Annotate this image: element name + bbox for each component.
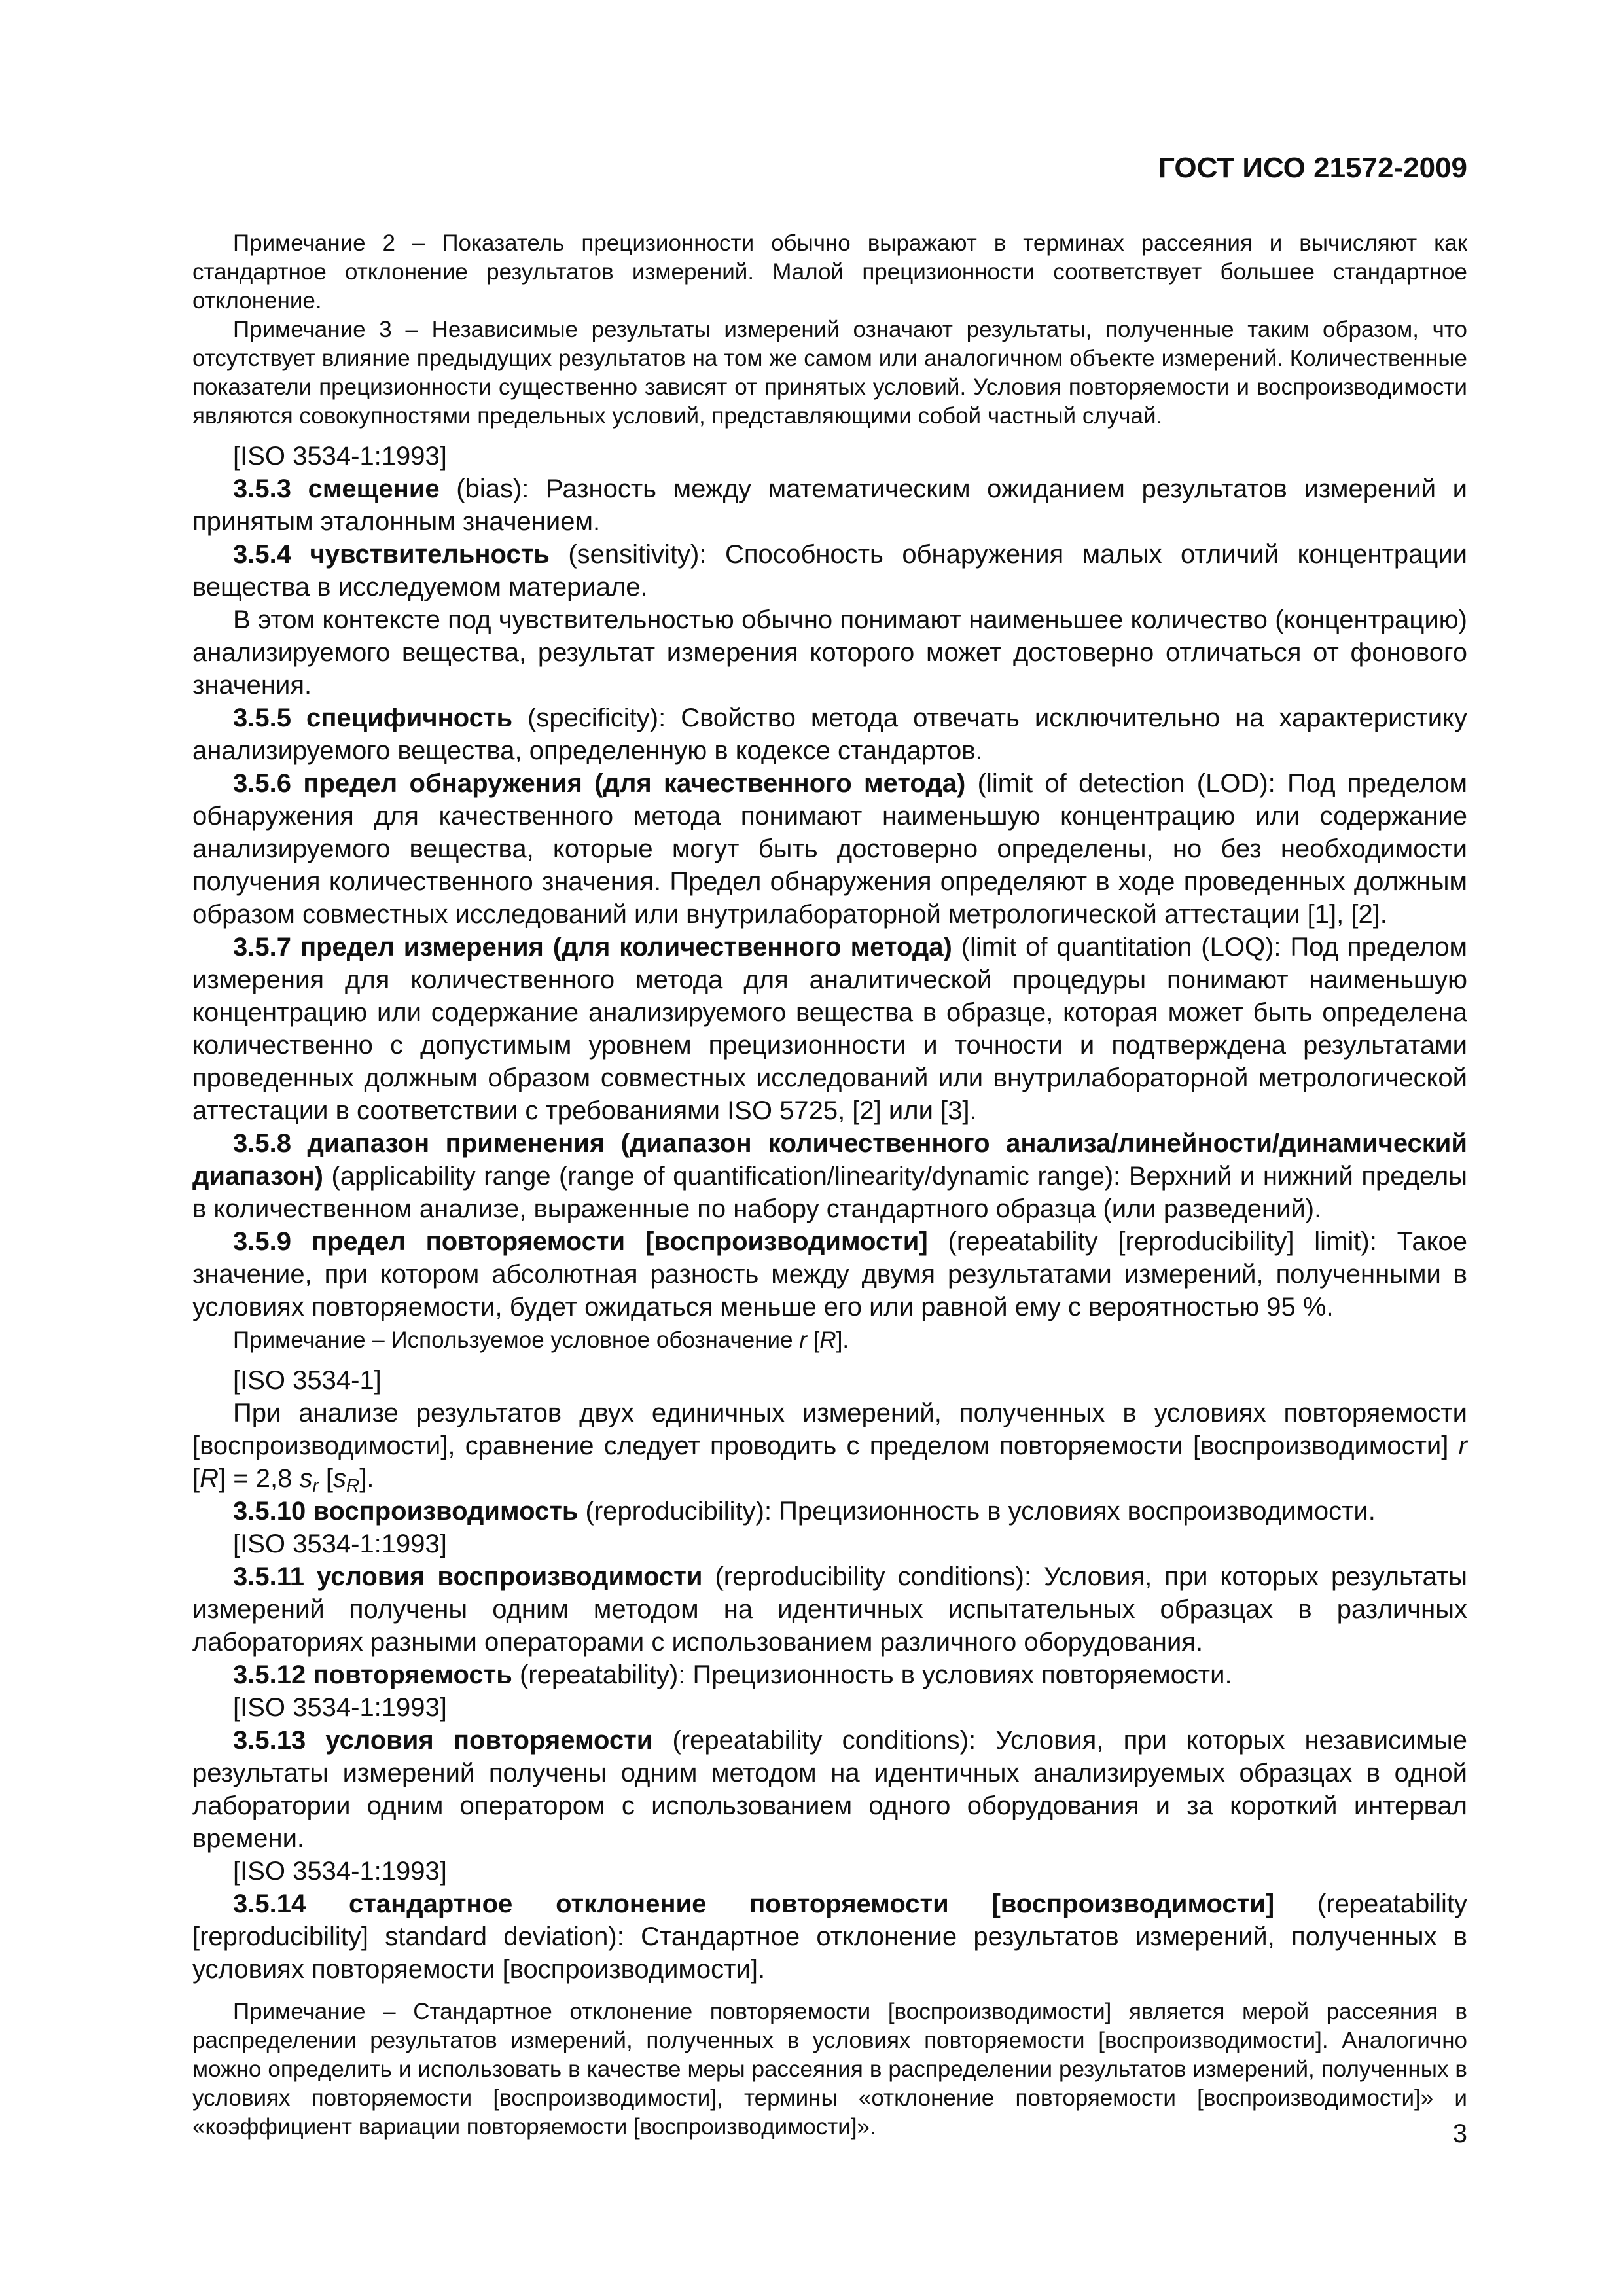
reference-iso-3534-short: [ISO 3534-1] (233, 1366, 382, 1395)
term-number: 3.5.12 (233, 1660, 306, 1689)
term-number: 3.5.13 (233, 1726, 306, 1755)
term-definition: (reproducibility): Прецизионность в условиях воспроизводимости. (578, 1497, 1376, 1526)
term-name: повторяемость (313, 1660, 512, 1689)
comparison-paragraph: При анализе результатов двух единичных измерений, полученных в условиях повторяемости [воспроизводимости], сравнение следует проводить с пределом повторяемости [воспроизводимости] r [R] = 2,8 $s_r$ $[s_R]$. (192, 1399, 1467, 1496)
term-name: предел измерения (для количественного метода) (300, 933, 952, 961)
term-number: 3.5.5 (233, 704, 291, 732)
term-3-5-10 (192, 1495, 1467, 1528)
term-3-5-12 (192, 1659, 1467, 1691)
reference-iso-3534: [ISO 3534-1:1993] (233, 1857, 447, 1886)
term-definition: (repeatability [reproducibility] limit): Такое значение, при котором абсолютная разность между двумя результатами измерений, полученными в условиях повторяемости, будет ожидаться меньше его или равной ему с вероятностью 95 %. (192, 1227, 1468, 1321)
reference-iso-3534: [ISO 3534-1:1993] (233, 1530, 447, 1558)
term-3-5-14 (192, 1888, 1467, 1986)
term-3-5-5 (192, 702, 1467, 767)
term-number: 3.5.14 (233, 1890, 306, 1918)
term-definition: (limit of detection (LOD): Под пределом обнаружения для качественного метода понимают наименьшую концентрацию или содержание анализируемого вещества, которые могут быть достоверно определены, но без необходимости получения количественного значения. Предел обнаружения определяют в ходе проведенных должным образом совместных исследований или внутрилабораторной метрологической аттестации [1], [2]. (192, 769, 1467, 929)
term-definition: (limit of quantitation (LOQ): Под пределом измерения для количественного метода для аналитической процедуры понимают наименьшую концентрацию или содержание анализируемого вещества в образце, которая может быть определена количественно с допустимым уровнем прецизионности и точности и подтверждена результатами проведенных должным образом совместных исследований или внутрилабораторной метрологической аттестации в соответствии с требованиями ISO 5725, [2] или [3]. (192, 933, 1467, 1125)
term-number: 3.5.10 (233, 1497, 306, 1526)
term-number: 3.5.11 (233, 1562, 305, 1591)
term-definition: (bias): Разность между математическим ожиданием результатов измерений и принятым эталонным значением. (192, 475, 1467, 536)
term-name: стандартное отклонение повторяемости [воспроизводимости] (349, 1890, 1275, 1918)
note-3: Примечание 3 – Независимые результаты измерений означают результаты, полученные таким образом, что отсутствует влияние предыдущих результатов на том же самом или аналогичном объекте измерений. Количественные показатели прецизионности существенно зависят от принятых условий. Условия повторяемости и воспроизводимости являются совокупностями предельных условий, представляющими собой частный случай. (192, 317, 1467, 429)
term-definition: (repeatability conditions): Условия, при которых независимые результаты измерений получены одним методом на идентичных анализируемых образцах в одной лаборатории одним оператором с использованием одного оборудования и за короткий интервал времени. (192, 1726, 1467, 1853)
term-definition: (reproducibility conditions): Условия, при которых результаты измерений получены одним методом на идентичных испытательных образцах в различных лабораториях разными операторами с использованием различного оборудования. (192, 1562, 1467, 1657)
term-number: 3.5.8 (233, 1129, 291, 1158)
note-3-5-9: Примечание – Используемое условное обозначение r [R]. (233, 1327, 849, 1353)
term-name: смещение (308, 475, 440, 503)
page-content (192, 229, 1467, 2142)
term-number: 3.5.7 (233, 933, 291, 961)
term-3-5-11 (192, 1560, 1467, 1659)
term-name: условия повторяемости (325, 1726, 653, 1755)
term-3-5-9 (192, 1225, 1467, 1323)
note-2: Примечание 2 – Показатель прецизионности обычно выражают в терминах рассеяния и вычисляют как стандартное отклонение результатов измерений. Малой прецизионности соответствует большее стандартное отклонение. (192, 230, 1467, 314)
term-name: специфичность (306, 704, 513, 732)
note-3-5-14: Примечание – Стандартное отклонение повторяемости [воспроизводимости] является мерой рассеяния в распределении результатов измерений, полученных в условиях повторяемости [воспроизводимости]. Аналогично можно определить и использовать в качестве меры рассеяния в распределении результатов измерений, полученных в условиях повторяемости [воспроизводимости], термины «отклонение повторяемости [воспроизводимости]» и «коэффициент вариации повторяемости [воспроизводимости]». (192, 1999, 1467, 2140)
page-number: 3 (1452, 2119, 1467, 2148)
reference-iso-3534: [ISO 3534-1:1993] (233, 1693, 447, 1722)
term-3-5-8 (192, 1127, 1467, 1225)
term-definition: (specificity): Свойство метода отвечать исключительно на характеристику анализируемого вещества, определенную в кодексе стандартов. (192, 704, 1467, 765)
term-definition: (repeatability [reproducibility] standard deviation): Стандартное отклонение результатов измерений, полученных в условиях повторяемости [воспроизводимости]. (192, 1890, 1467, 1984)
term-3-5-6 (192, 767, 1467, 931)
term-3-5-4 (192, 538, 1467, 603)
term-name: предел повторяемости [воспроизводимости] (311, 1227, 928, 1256)
term-3-5-3 (192, 473, 1467, 538)
term-number: 3.5.3 (233, 475, 291, 503)
term-number: 3.5.4 (233, 540, 291, 569)
term-name: диапазон применения (диапазон количественного анализа/линейности/динамический диапазон) (192, 1129, 1467, 1191)
term-definition: (repeatability): Прецизионность в условиях повторяемости. (512, 1660, 1232, 1689)
term-name: условия воспроизводимости (317, 1562, 703, 1591)
term-3-5-13 (192, 1724, 1467, 1855)
term-number: 3.5.6 (233, 769, 291, 798)
term-name: воспроизводимость (313, 1497, 579, 1526)
term-number: 3.5.9 (233, 1227, 291, 1256)
term-definition: (applicability range (range of quantification/linearity/dynamic range): Верхний и нижний пределы в количественном анализе, выраженные по набору стандартного образца (или разведений). (192, 1162, 1467, 1223)
reference-iso-3534: [ISO 3534-1:1993] (233, 442, 447, 471)
term-name: предел обнаружения (для качественного метода) (303, 769, 966, 798)
term-name: чувствительность (310, 540, 550, 569)
term-3-5-4-explanation: В этом контексте под чувствительностью обычно понимают наименьшее количество (концентрацию) анализируемого вещества, результат измерения которого может достоверно отличаться от фонового значения. (192, 605, 1467, 700)
term-definition: (sensitivity): Способность обнаружения малых отличий концентрации вещества в исследуемом материале. (192, 540, 1468, 601)
term-3-5-7 (192, 931, 1467, 1127)
document-code-header: ГОСТ ИСО 21572-2009 (1158, 152, 1467, 184)
